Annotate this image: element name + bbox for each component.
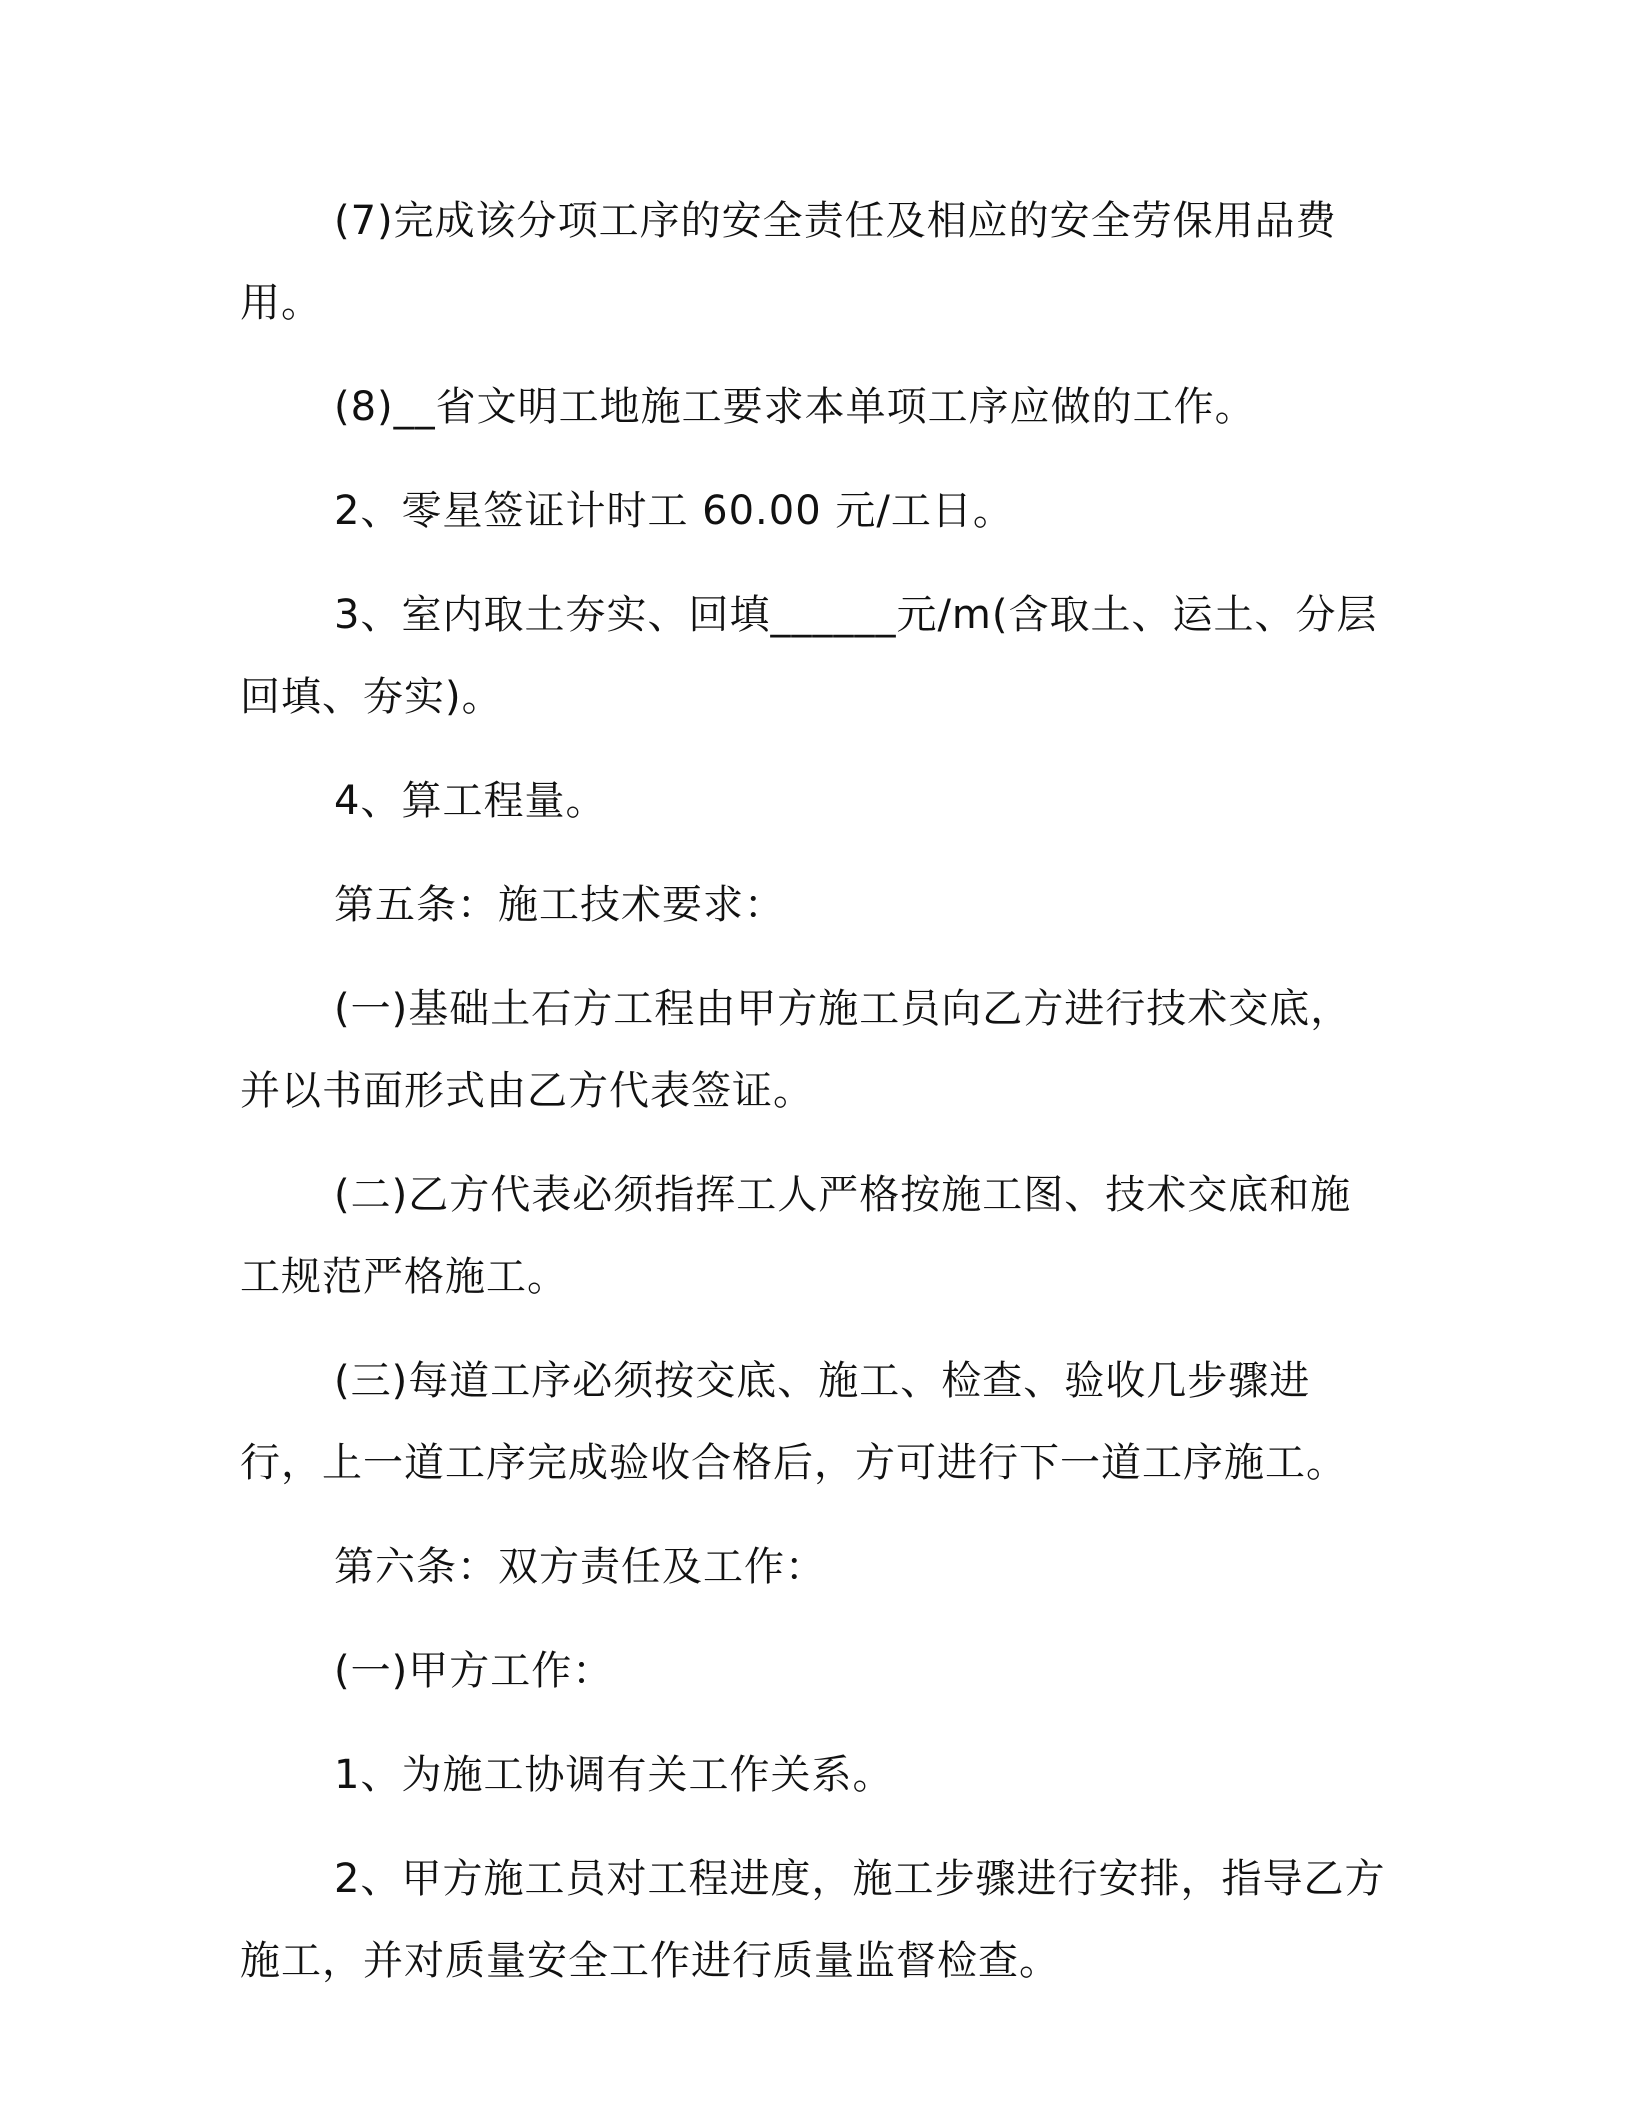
paragraph-party-a-1: 1、为施工协调有关工作关系。 <box>334 1752 894 1798</box>
paragraph-item-8: (8)__省文明工地施工要求本单项工序应做的工作。 <box>334 384 1256 430</box>
document-body <box>240 180 1390 2024</box>
section-heading-article-5: 第五条：施工技术要求： <box>334 882 785 928</box>
paragraph-tech-1: (一)基础土石方工程由甲方施工员向乙方进行技术交底，并以书面形式由乙方代表签证。 <box>240 986 1352 1114</box>
paragraph-party-a-2: 2、甲方施工员对工程进度，施工步骤进行安排，指导乙方施工，并对质量安全工作进行质量监督检查。 <box>240 1856 1386 1984</box>
subheading-party-a-work: (一)甲方工作： <box>334 1648 614 1694</box>
paragraph-tech-2: (二)乙方代表必须指挥工人严格按施工图、技术交底和施工规范严格施工。 <box>240 1172 1352 1300</box>
paragraph-backfill-rate: 3、室内取土夯实、回填______元/m(含取土、运土、分层回填、夯实)。 <box>240 592 1378 720</box>
paragraph-tech-3: (三)每道工序必须按交底、施工、检查、验收几步骤进行，上一道工序完成验收合格后，方可进行下一道工序施工。 <box>240 1358 1347 1486</box>
section-heading-article-6: 第六条：双方责任及工作： <box>334 1544 826 1590</box>
paragraph-temp-labor-rate: 2、零星签证计时工 60.00 元/工日。 <box>334 488 1014 534</box>
paragraph-quantity: 4、算工程量。 <box>334 778 607 824</box>
paragraph-item-7: (7)完成该分项工序的安全责任及相应的安全劳保用品费用。 <box>240 198 1337 326</box>
